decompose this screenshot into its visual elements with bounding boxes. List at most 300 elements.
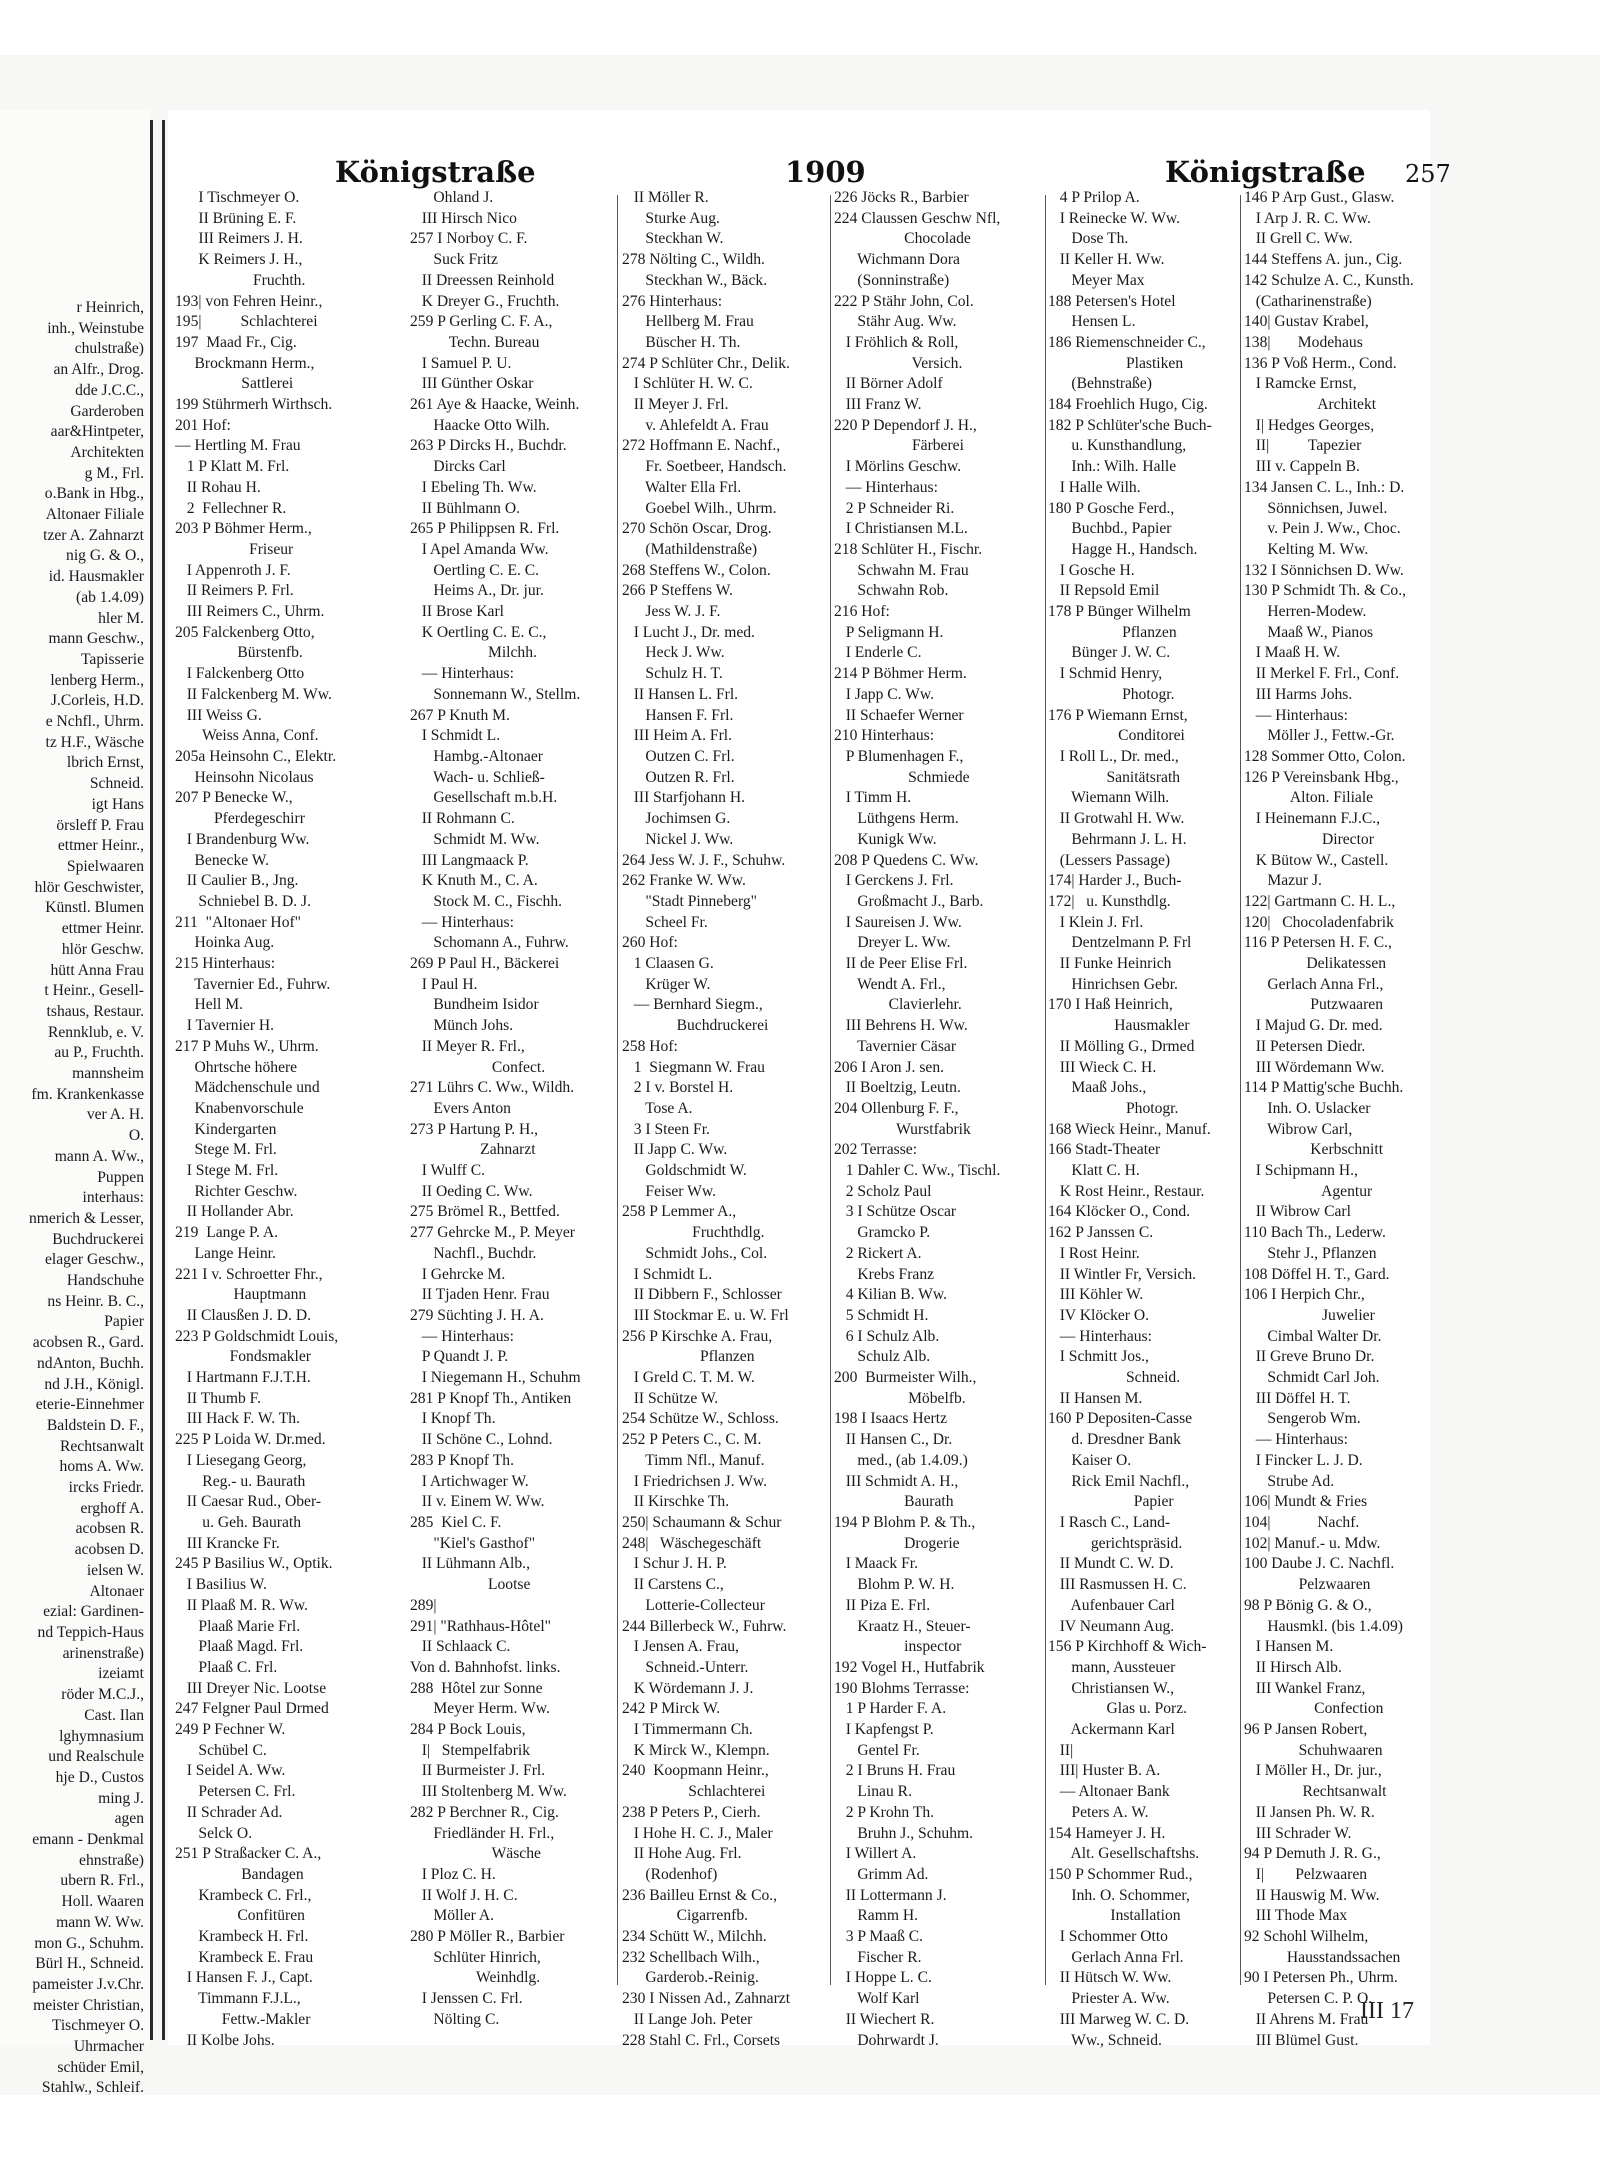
directory-line: Mazur J.: [1244, 872, 1322, 890]
directory-line: Wendt A. Frl.,: [834, 975, 946, 993]
directory-line: 215 Hinterhaus:: [175, 955, 276, 973]
directory-line: 265 P Philippsen R. Frl.: [410, 520, 560, 538]
directory-line: — Bernhard Siegm.,: [622, 996, 763, 1014]
directory-line: Christiansen W.,: [1048, 1679, 1175, 1697]
directory-line: Suck Fritz: [410, 251, 498, 269]
directory-line: Fruchth.: [175, 271, 306, 289]
directory-line: Cigarrenfb.: [622, 1907, 749, 1925]
directory-line: Wäsche: [410, 1845, 541, 1863]
directory-line: 259 P Gerling C. F. A.,: [410, 313, 553, 331]
directory-line: II Grotwahl H. Ww.: [1048, 810, 1185, 828]
directory-line: 116 P Petersen H. F. C.,: [1244, 934, 1392, 952]
directory-line: I Gosche H.: [1048, 561, 1135, 579]
column-rule: [617, 195, 618, 1985]
directory-line: 142 Schulze A. C., Kunsth.: [1244, 271, 1414, 289]
left-fragment-line: nmerich & Lesser,: [29, 1209, 144, 1227]
left-fragment-line: hlör Geschwister,: [34, 878, 144, 896]
left-fragment-line: o.Bank in Hbg.,: [44, 485, 144, 503]
directory-line: Heims A., Dr. jur.: [410, 582, 544, 600]
directory-line: 172| u. Kunsthdlg.: [1048, 892, 1171, 910]
directory-line: 186 Riemenschneider C.,: [1048, 333, 1206, 351]
directory-line: 269 P Paul H., Bäckerei: [410, 955, 560, 973]
directory-line: I Enderle C.: [834, 644, 922, 662]
left-page-fragment: [0, 110, 150, 2097]
directory-line: Gesellschaft m.b.H.: [410, 789, 558, 807]
directory-line: v. Ahlefeldt A. Frau: [622, 416, 769, 434]
directory-line: II de Peer Elise Frl.: [834, 955, 968, 973]
directory-line: Chocolade: [834, 230, 971, 248]
left-fragment-line: Rechtsanwalt: [59, 1437, 144, 1455]
directory-line: Hell M.: [175, 996, 244, 1014]
directory-line: II Schaefer Werner: [834, 706, 964, 724]
directory-line: I Friedrichsen J. Ww.: [622, 1472, 768, 1490]
directory-line: I Klein J. Frl.: [1048, 913, 1144, 931]
directory-line: Architekt: [1244, 396, 1377, 414]
directory-line: I Ramcke Ernst,: [1244, 375, 1357, 393]
directory-line: 282 P Berchner R., Cig.: [410, 1803, 559, 1821]
directory-line: 204 Ollenburg F. F.,: [834, 1099, 959, 1117]
directory-line: — Hinterhaus:: [1048, 1327, 1152, 1345]
directory-line: II Hauswig M. Ww.: [1244, 1886, 1380, 1904]
directory-column-4: [834, 188, 1043, 2051]
left-fragment-line: t Heinr., Gesell-: [44, 982, 144, 1000]
directory-line: III Günther Oskar: [410, 375, 534, 393]
directory-column-1: [175, 188, 413, 2051]
left-fragment-line: Architekten: [70, 443, 144, 461]
directory-line: Dohrwardt J.: [834, 2031, 939, 2049]
directory-line: Münch Johs.: [410, 1017, 514, 1035]
directory-line: Sanitätsrath: [1048, 768, 1181, 786]
left-fragment-line: g M., Frl.: [84, 464, 144, 482]
directory-line: 232 Schellbach Wilh.,: [622, 1948, 760, 1966]
directory-line: III Krancke Fr.: [175, 1534, 280, 1552]
directory-line: 273 P Hartung P. H.,: [410, 1120, 539, 1138]
directory-line: Schniebel B. D. J.: [175, 892, 312, 910]
directory-line: I Appenroth J. F.: [175, 561, 291, 579]
directory-line: Timm Nfl., Manuf.: [622, 1451, 765, 1469]
directory-line: K Reimers J. H.,: [175, 251, 303, 269]
directory-line: Fondsmakler: [175, 1348, 312, 1366]
directory-line: III Heim A. Frl.: [622, 727, 733, 745]
directory-line: 208 P Quedens C. Ww.: [834, 851, 979, 869]
directory-line: Pferdegeschirr: [175, 810, 305, 828]
directory-line: — Hinterhaus:: [834, 478, 938, 496]
directory-line: Bandagen: [175, 1865, 304, 1883]
left-fragment-line: ndAnton, Buchh.: [37, 1354, 144, 1372]
directory-line: Gerlach Anna Frl.: [1048, 1948, 1184, 1966]
left-fragment-line: an Alfr., Drog.: [53, 361, 144, 379]
directory-line: II Carstens C.,: [622, 1576, 724, 1594]
directory-line: II Merkel F. Frl., Conf.: [1244, 665, 1400, 683]
directory-line: III Schmidt A. H.,: [834, 1472, 959, 1490]
directory-line: I Fröhlich & Roll,: [834, 333, 959, 351]
directory-line: I Hartmann F.J.T.H.: [175, 1369, 311, 1387]
left-fragment-line: nd J.H., Königl.: [44, 1375, 144, 1393]
directory-line: II Meyer R. Frl.,: [410, 1037, 525, 1055]
left-fragment-line: tz H.F., Wäsche: [45, 733, 144, 751]
directory-line: 182 P Schlüter'sche Buch-: [1048, 416, 1212, 434]
left-fragment-line: J.Corleis, H.D.: [50, 692, 144, 710]
directory-line: I Reinecke W. Ww.: [1048, 209, 1181, 227]
directory-line: 2 P Schneider Ri.: [834, 499, 955, 517]
directory-line: IV Neumann Aug.: [1048, 1617, 1175, 1635]
directory-line: 205a Heinsohn C., Elektr.: [175, 747, 337, 765]
left-fragment-line: inh., Weinstube: [47, 319, 144, 337]
directory-line: Strube Ad.: [1244, 1472, 1335, 1490]
directory-line: Feiser Ww.: [622, 1182, 716, 1200]
left-fragment-line: acobsen D.: [74, 1541, 144, 1559]
directory-line: I Heinemann F.J.C.,: [1244, 810, 1381, 828]
left-fragment-line: Bürl H., Schneid.: [35, 1955, 144, 1973]
directory-line: Mädchenschule und: [175, 1079, 320, 1097]
directory-line: 110 Bach Th., Lederw.: [1244, 1224, 1386, 1242]
directory-line: II Oeding C. Ww.: [410, 1182, 533, 1200]
directory-line: Ramm H.: [834, 1907, 919, 1925]
directory-line: Schulz Alb.: [834, 1348, 931, 1366]
directory-line: II Rohau H.: [175, 478, 261, 496]
directory-line: 222 P Stähr John, Col.: [834, 292, 974, 310]
left-fragment-line: meister Christian,: [33, 1996, 144, 2014]
directory-line: Kelting M. Ww.: [1244, 540, 1369, 558]
directory-line: 230 I Nissen Ad., Zahnarzt: [622, 1990, 791, 2008]
directory-line: Fischer R.: [834, 1948, 922, 1966]
directory-line: 271 Lührs C. Ww., Wildh.: [410, 1079, 575, 1097]
directory-line: Juwelier: [1244, 1306, 1375, 1324]
directory-line: Lootse: [410, 1576, 531, 1594]
directory-line: Sönnichsen, Juwel.: [1244, 499, 1388, 517]
left-fragment-line: ielsen W.: [86, 1561, 144, 1579]
directory-line: I Möller H., Dr. jur.,: [1244, 1762, 1382, 1780]
directory-line: Hinrichsen Gebr.: [1048, 975, 1178, 993]
directory-line: II Schütze W.: [622, 1389, 719, 1407]
left-fragment-line: ettmer Heinr.: [61, 920, 144, 938]
directory-line: I Maaß H. W.: [1244, 644, 1341, 662]
directory-line: Ww., Schneid.: [1048, 2031, 1162, 2049]
left-fragment-line: mannsheim: [72, 1065, 144, 1083]
directory-line: 4 Kilian B. Ww.: [834, 1286, 948, 1304]
directory-line: I Stege M. Frl.: [175, 1162, 279, 1180]
left-fragment-line: r Heinrich,: [76, 299, 144, 316]
directory-line: Plaaß C. Frl.: [175, 1658, 278, 1676]
directory-line: Rick Emil Nachfl.,: [1048, 1472, 1190, 1490]
directory-line: Wibrow Carl,: [1244, 1120, 1353, 1138]
directory-line: 245 P Basilius W., Optik.: [175, 1555, 333, 1573]
directory-line: 263 P Dircks H., Buchdr.: [410, 437, 567, 455]
directory-line: Krambeck C. Frl.,: [175, 1886, 312, 1904]
directory-line: II Wibrow Carl: [1244, 1203, 1351, 1221]
directory-line: Goldschmidt W.: [622, 1162, 747, 1180]
directory-line: II Jansen Ph. W. R.: [1244, 1803, 1375, 1821]
directory-line: 108 Döffel H. T., Gard.: [1244, 1265, 1390, 1283]
directory-line: III Weiss G.: [175, 706, 262, 724]
directory-line: 264 Jess W. J. F., Schuhw.: [622, 851, 786, 869]
directory-line: Benecke W.: [175, 851, 269, 869]
left-fragment-line: igt Hans: [91, 795, 144, 813]
directory-line: Hausmkl. (bis 1.4.09): [1244, 1617, 1403, 1635]
directory-line: 130 P Schmidt Th. & Co.,: [1244, 582, 1407, 600]
directory-line: I Liesegang Georg,: [175, 1451, 307, 1469]
left-fragment-line: hütt Anna Frau: [50, 961, 144, 979]
directory-line: II Reimers P. Frl.: [175, 582, 294, 600]
directory-line: Hellberg M. Frau: [622, 313, 754, 331]
directory-line: Schmiede: [834, 768, 970, 786]
directory-line: I Wulff C.: [410, 1162, 486, 1180]
directory-line: Kunigk Ww.: [834, 830, 937, 848]
directory-line: I Schmid Henry,: [1048, 665, 1163, 683]
directory-line: I Jenssen C. Frl.: [410, 1990, 523, 2008]
directory-line: Alton. Filiale: [1244, 789, 1374, 807]
directory-line: Bruhn J., Schuhm.: [834, 1824, 974, 1842]
directory-line: 6 I Schulz Alb.: [834, 1327, 940, 1345]
directory-line: III Hack F. W. Th.: [175, 1410, 300, 1428]
directory-line: Weinhdlg.: [410, 1969, 541, 1987]
directory-line: Photogr.: [1048, 1099, 1179, 1117]
directory-line: Bundheim Isidor: [410, 996, 539, 1014]
directory-line: Schlüter Hinrich,: [410, 1948, 541, 1966]
left-fragment-line: O.: [128, 1127, 144, 1145]
directory-line: Gentel Fr.: [834, 1741, 920, 1759]
directory-line: Jess W. J. F.: [622, 603, 721, 621]
directory-line: K Rost Heinr., Restaur.: [1048, 1182, 1205, 1200]
directory-line: 138| Modehaus: [1244, 333, 1363, 351]
directory-line: Hambg.-Altonaer: [410, 747, 543, 765]
directory-line: 281 P Knopf Th., Antiken: [410, 1389, 572, 1407]
directory-line: I Gerckens J. Frl.: [834, 872, 954, 890]
directory-line: I Kapfengst P.: [834, 1721, 934, 1739]
directory-line: 1 Dahler C. Ww., Tischl.: [834, 1162, 1001, 1180]
directory-line: Von d. Bahnhofst. links.: [410, 1658, 561, 1676]
directory-line: 236 Bailleu Ernst & Co.,: [622, 1886, 778, 1904]
left-fragment-line: Puppen: [97, 1168, 144, 1186]
directory-line: 283 P Knopf Th.: [410, 1451, 514, 1469]
directory-line: K Knuth M., C. A.: [410, 872, 538, 890]
directory-line: Inh. O. Uslacker: [1244, 1099, 1371, 1117]
directory-line: Büscher H. Th.: [622, 333, 741, 351]
directory-line: 3 I Steen Fr.: [622, 1120, 710, 1138]
directory-line: Möller J., Fettw.-Gr.: [1244, 727, 1395, 745]
directory-line: 192 Vogel H., Hutfabrik: [834, 1658, 985, 1676]
directory-line: Heck J. Ww.: [622, 644, 725, 662]
left-fragment-line: lghymnasium: [59, 1727, 144, 1745]
directory-line: II|: [1048, 1741, 1074, 1759]
directory-line: (Behnstraße): [1048, 375, 1152, 393]
directory-line: Hauptmann: [175, 1286, 307, 1304]
directory-line: Drogerie: [834, 1534, 960, 1552]
directory-line: Heinsohn Nicolaus: [175, 768, 314, 786]
directory-column-3: [622, 188, 828, 2051]
directory-line: Lüthgens Herm.: [834, 810, 959, 828]
left-fragment-line: emann - Denkmal: [32, 1831, 144, 1849]
directory-line: Kerbschnitt: [1244, 1141, 1384, 1159]
left-fragment-line: fm. Krankenkasse: [31, 1085, 144, 1103]
directory-line: 178 P Bünger Wilhelm: [1048, 603, 1191, 621]
directory-line: II Lange Joh. Peter: [622, 2010, 753, 2028]
directory-line: 285 Kiel C. F.: [410, 1514, 502, 1531]
directory-line: 140| Gustav Krabel,: [1244, 313, 1369, 331]
left-fragment-line: eterie-Einnehmer: [35, 1396, 144, 1414]
directory-line: gerichtspräsid.: [1048, 1534, 1183, 1552]
left-fragment-line: Tapisserie: [81, 650, 144, 668]
directory-line: 258 Hof:: [622, 1037, 678, 1055]
directory-line: I Rasch C., Land-: [1048, 1514, 1171, 1531]
left-fragment-line: Altonaer Filiale: [45, 506, 144, 524]
directory-line: 205 Falckenberg Otto,: [175, 623, 315, 641]
left-fragment-line: dde J.C.C.,: [75, 381, 144, 399]
directory-line: Färberei: [834, 437, 964, 455]
directory-line: 258 P Lemmer A.,: [622, 1203, 737, 1221]
directory-line: II Wiechert R.: [834, 2010, 935, 2028]
directory-line: 114 P Mattig'sche Buchh.: [1244, 1079, 1404, 1097]
directory-line: Krambeck H. Frl.: [175, 1928, 309, 1946]
directory-line: II Burmeister J. Frl.: [410, 1762, 546, 1780]
directory-line: II Börner Adolf: [834, 375, 943, 393]
directory-line: II Bühlmann O.: [410, 499, 521, 517]
left-fragment-line: Buchdruckerei: [52, 1230, 144, 1248]
directory-line: Nölting C.: [410, 2010, 500, 2028]
directory-line: Conditorei: [1048, 727, 1185, 745]
left-fragment-line: und Realschule: [48, 1748, 144, 1766]
directory-line: III Stoltenberg M. Ww.: [410, 1783, 567, 1801]
directory-line: Hausmakler: [1048, 1017, 1190, 1035]
directory-line: Schulz H. T.: [622, 665, 723, 683]
directory-line: Kraatz H., Steuer-: [834, 1617, 971, 1635]
directory-line: Gramcko P.: [834, 1224, 931, 1242]
directory-line: 1 Claasen G.: [622, 955, 714, 973]
directory-line: Schmidt Carl Joh.: [1244, 1369, 1380, 1387]
left-fragment-line: mann W. Ww.: [56, 1913, 144, 1931]
directory-line: III Wördemann Ww.: [1244, 1058, 1385, 1076]
directory-column-5: [1048, 188, 1238, 2051]
left-fragment-line: tzer A. Zahnarzt: [43, 526, 144, 544]
left-fragment-line: (ab 1.4.09): [76, 588, 144, 606]
directory-line: 2 P Krohn Th.: [834, 1803, 935, 1821]
directory-line: I Schmitt Jos.,: [1048, 1348, 1149, 1366]
directory-line: 203 P Böhmer Herm.,: [175, 520, 312, 538]
directory-line: — Hinterhaus:: [410, 913, 514, 931]
directory-line: II Hirsch Alb.: [1244, 1658, 1342, 1676]
directory-line: 168 Wieck Heinr., Manuf.: [1048, 1120, 1211, 1138]
directory-line: Sattlerei: [175, 375, 294, 393]
directory-line: Scheel Fr.: [622, 913, 708, 931]
directory-line: 174| Harder J., Buch-: [1048, 872, 1182, 890]
directory-line: II Caulier B., Jng.: [175, 872, 299, 890]
directory-line: II Clausßen J. D. D.: [175, 1306, 311, 1324]
directory-line: I Falckenberg Otto: [175, 665, 305, 683]
directory-line: 106| Mundt & Fries: [1244, 1493, 1368, 1511]
directory-line: I Saureisen J. Ww.: [834, 913, 962, 931]
directory-line: Schwahn M. Frau: [834, 561, 969, 579]
directory-line: Hagge H., Handsch.: [1048, 540, 1198, 558]
directory-line: 206 I Aron J. sen.: [834, 1058, 945, 1076]
directory-line: K Wördemann J. J.: [622, 1679, 754, 1697]
directory-line: (Catharinenstraße): [1244, 292, 1372, 310]
directory-line: Confitüren: [175, 1907, 305, 1925]
directory-line: Fr. Soetbeer, Handsch.: [622, 458, 787, 476]
directory-line: Schübel C.: [175, 1741, 267, 1759]
directory-line: 288 Hôtel zur Sonne: [410, 1679, 543, 1697]
directory-line: III Thode Max: [1244, 1907, 1348, 1925]
directory-line: Milchh.: [410, 644, 537, 662]
directory-line: 279 Süchting J. H. A.: [410, 1306, 544, 1324]
directory-line: III Rasmussen H. C.: [1048, 1576, 1187, 1594]
directory-line: Wichmann Dora: [834, 251, 960, 269]
directory-line: 210 Hinterhaus:: [834, 727, 935, 745]
directory-line: II Hansen L. Frl.: [622, 685, 739, 703]
directory-line: 198 I Isaacs Hertz: [834, 1410, 948, 1428]
directory-line: 289|: [410, 1596, 437, 1614]
directory-line: 193| von Fehren Heinr.,: [175, 292, 323, 310]
directory-line: Cimbal Walter Dr.: [1244, 1327, 1382, 1345]
directory-line: I Gehrcke M.: [410, 1265, 506, 1283]
directory-line: Priester A. Ww.: [1048, 1990, 1170, 2008]
directory-line: I Hansen F. J., Capt.: [175, 1969, 313, 1987]
directory-line: I| Stempelfabrik: [410, 1741, 531, 1759]
left-fragment-line: lenberg Herm.,: [50, 671, 144, 689]
directory-line: II Repsold Emil: [1048, 582, 1160, 600]
directory-line: 106 I Herpich Chr.,: [1244, 1286, 1365, 1304]
directory-line: III Wankel Franz,: [1244, 1679, 1366, 1697]
directory-line: 160 P Depositen-Casse: [1048, 1410, 1193, 1428]
directory-line: II Kolbe Johs.: [175, 2031, 275, 2049]
directory-line: Linau R.: [834, 1783, 912, 1801]
directory-line: III Franz W.: [834, 396, 922, 414]
directory-line: II Mölling G., Drmed: [1048, 1037, 1195, 1055]
directory-line: Schmidt Johs., Col.: [622, 1244, 768, 1262]
directory-line: Herren-Modew.: [1244, 603, 1367, 621]
directory-line: Fettw.-Makler: [175, 2010, 311, 2028]
directory-line: 200 Burmeister Wilh.,: [834, 1369, 977, 1387]
directory-line: 126 P Vereinsbank Hbg.,: [1244, 768, 1399, 786]
directory-line: Haacke Otto Wilh.: [410, 416, 550, 434]
directory-line: 166 Stadt-Theater: [1048, 1141, 1161, 1159]
directory-line: II Schlaack C.: [410, 1638, 511, 1656]
left-fragment-line: Papier: [104, 1313, 144, 1331]
directory-line: Confection: [1244, 1700, 1384, 1718]
left-fragment-line: Uhrmacher: [73, 2038, 144, 2056]
directory-line: Großmacht J., Barb.: [834, 892, 984, 910]
directory-line: — Altonaer Bank: [1048, 1783, 1170, 1801]
directory-line: 262 Franke W. Ww.: [622, 872, 746, 890]
directory-line: 221 I v. Schroetter Fhr.,: [175, 1265, 323, 1283]
directory-line: III Langmaack P.: [410, 851, 529, 869]
directory-line: Hensen L.: [1048, 313, 1136, 331]
directory-line: I Samuel P. U.: [410, 354, 512, 372]
directory-line: 254 Schütze W., Schloss.: [622, 1410, 779, 1428]
directory-line: 96 P Jansen Robert,: [1244, 1721, 1368, 1739]
directory-line: Bürstenfb.: [175, 644, 303, 662]
directory-line: 270 Schön Oscar, Drog.: [622, 520, 772, 538]
directory-line: Ohrtsche höhere: [175, 1058, 298, 1076]
left-fragment-line: ns Heinr. B. C.,: [47, 1292, 144, 1310]
directory-line: II Keller H. Ww.: [1048, 251, 1165, 269]
left-fragment-line: Tischmeyer O.: [51, 2017, 144, 2035]
directory-line: 122| Gartmann C. H. L.,: [1244, 892, 1396, 910]
directory-line: Papier: [1048, 1493, 1174, 1511]
directory-line: Schmidt M. Ww.: [410, 830, 540, 848]
directory-line: Blohm P. W. H.: [834, 1576, 955, 1594]
left-fragment-line: acobsen R., Gard.: [32, 1334, 144, 1352]
directory-line: Lotterie-Collecteur: [622, 1596, 765, 1614]
directory-line: II Hansen C., Dr.: [834, 1431, 953, 1449]
directory-line: 216 Hof:: [834, 603, 890, 621]
directory-line: Goebel Wilh., Uhrm.: [622, 499, 777, 517]
directory-line: II Greve Bruno Dr.: [1244, 1348, 1375, 1366]
directory-line: Tavernier Cäsar: [834, 1037, 957, 1055]
directory-line: 268 Steffens W., Colon.: [622, 561, 771, 579]
directory-line: 275 Brömel R., Bettfed.: [410, 1203, 560, 1221]
directory-line: 201 Hof:: [175, 416, 231, 434]
directory-line: 92 Schohl Wilhelm,: [1244, 1928, 1369, 1946]
